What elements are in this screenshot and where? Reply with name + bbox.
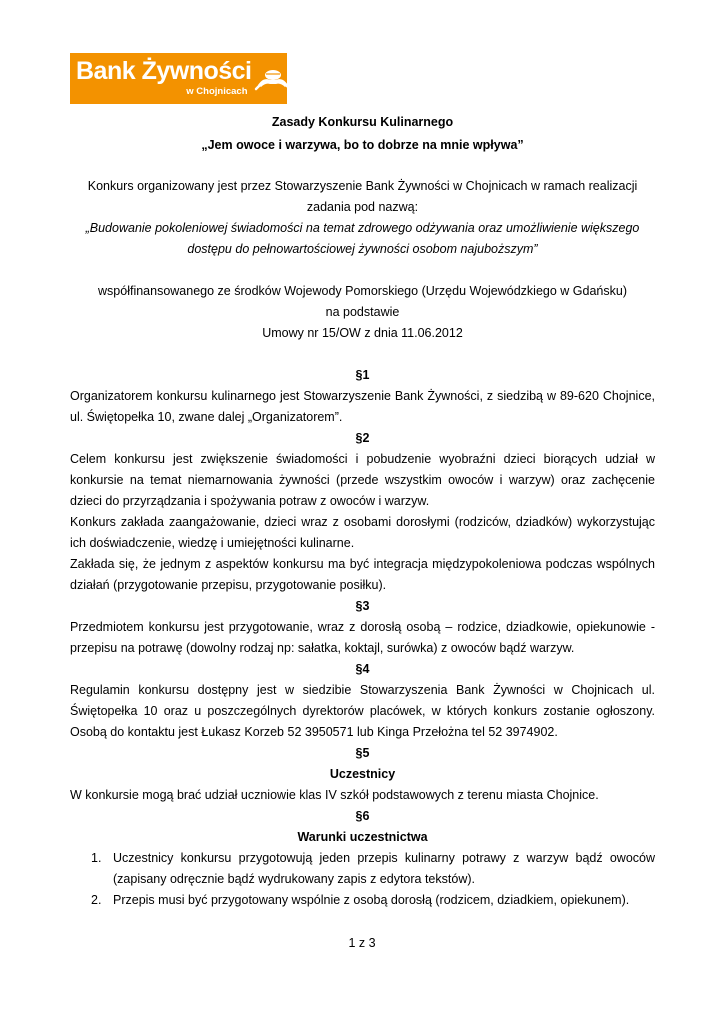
section-mark-4: §4 (355, 662, 370, 676)
document-title: Zasady Konkursu Kulinarnego (271, 115, 454, 129)
document-body (70, 112, 655, 911)
section-mark-5: §5 (355, 746, 370, 760)
logo-text-block (70, 53, 252, 104)
section-mark-6: §6 (355, 809, 370, 823)
section-mark-2: §2 (355, 431, 370, 445)
section-4-text: Regulamin konkursu dostępny jest w siedzibie Stowarzyszenia Bank Żywności w Chojnicach ul. Świętopełka 10 oraz u poszczególnych dyrektorów placówek, w których konkurs zostanie ogłoszony. Osobą do kontaktu jest Łukasz Korzeb 52 3950571 lub Kinga Przełożna tel 52 3974902. (70, 683, 655, 739)
section-mark-1: §1 (355, 368, 370, 382)
conditions-list (70, 848, 655, 911)
hands-bread-icon (252, 53, 294, 104)
document-subtitle: „Jem owoce i warzywa, bo to dobrze na mnie wpływa” (201, 138, 524, 152)
list-item (70, 890, 655, 911)
section-6-title: Warunki uczestnictwa (297, 830, 428, 844)
project-name: „Budowanie pokoleniowej świadomości na temat zdrowego odżywania oraz umożliwienie większego dostępu do pełnowartościowej żywności osobom najuboższym” (85, 221, 640, 256)
section-2-paragraph-3: Zakłada się, że jednym z aspektów konkursu ma być integracja międzypokoleniowa podczas wspólnych działań (przygotowanie przepisu, przygotowanie posiłku). (70, 557, 655, 592)
section-5-text: W konkursie mogą brać udział uczniowie klas IV szkół podstawowych z terenu miasta Chojnice. (70, 788, 599, 802)
section-2-paragraph-1: Celem konkursu jest zwiększenie świadomości i pobudzenie wyobraźni dzieci biorących udział w konkursie na temat niemarnowania żywności (przede wszystkim owoców i warzyw) oraz zachęcenie dzieci do przyrządzania i spożywania potraw z owoców i warzyw. (70, 452, 655, 508)
section-mark-3: §3 (355, 599, 370, 613)
page-number: 1 z 3 (348, 936, 376, 950)
cofinance-line: współfinansowanego ze środków Wojewody Pomorskiego (Urzędu Wojewódzkiego w Gdańsku) (98, 284, 627, 298)
list-item-text: Przepis musi być przygotowany wspólnie z osobą dorosłą (rodzicem, dziadkiem, opiekunem). (113, 893, 630, 907)
basis-line: na podstawie (325, 305, 400, 319)
section-5-title: Uczestnicy (329, 767, 396, 781)
logo-title: Bank Żywności (76, 57, 252, 85)
list-item-number: 1. (91, 851, 102, 865)
section-1-text: Organizatorem konkursu kulinarnego jest Stowarzyszenie Bank Żywności, z siedzibą w 89-620 Chojnice, ul. Świętopełka 10, zwane dalej „Organizatorem”. (70, 389, 655, 424)
list-item (70, 848, 655, 890)
logo-subtitle: w Chojnicach (186, 86, 248, 97)
bank-logo (70, 53, 287, 104)
intro-paragraph: Konkurs organizowany jest przez Stowarzyszenie Bank Żywności w Chojnicach w ramach realizacji zadania pod nazwą: (87, 179, 638, 214)
section-2-paragraph-2: Konkurs zakłada zaangażowanie, dzieci wraz z osobami dorosłymi (rodziców, dziadków) wykorzystując ich doświadczenie, wiedzę i umiejętności kulinarne. (70, 515, 655, 550)
agreement-line: Umowy nr 15/OW z dnia 11.06.2012 (262, 326, 463, 340)
section-3-text: Przedmiotem konkursu jest przygotowanie, wraz z dorosłą osobą – rodzice, dziadkowie, opiekunowie - przepisu na potrawę (dowolny rodzaj np: sałatka, koktajl, surówka) z owoców bądź warzyw. (70, 620, 655, 655)
list-item-text: Uczestnicy konkursu przygotowują jeden przepis kulinarny potrawy z warzyw bądź owoców (zapisany odręcznie bądź wydrukowany zapis z edytora tekstów). (113, 851, 655, 886)
list-item-number: 2. (91, 893, 102, 907)
